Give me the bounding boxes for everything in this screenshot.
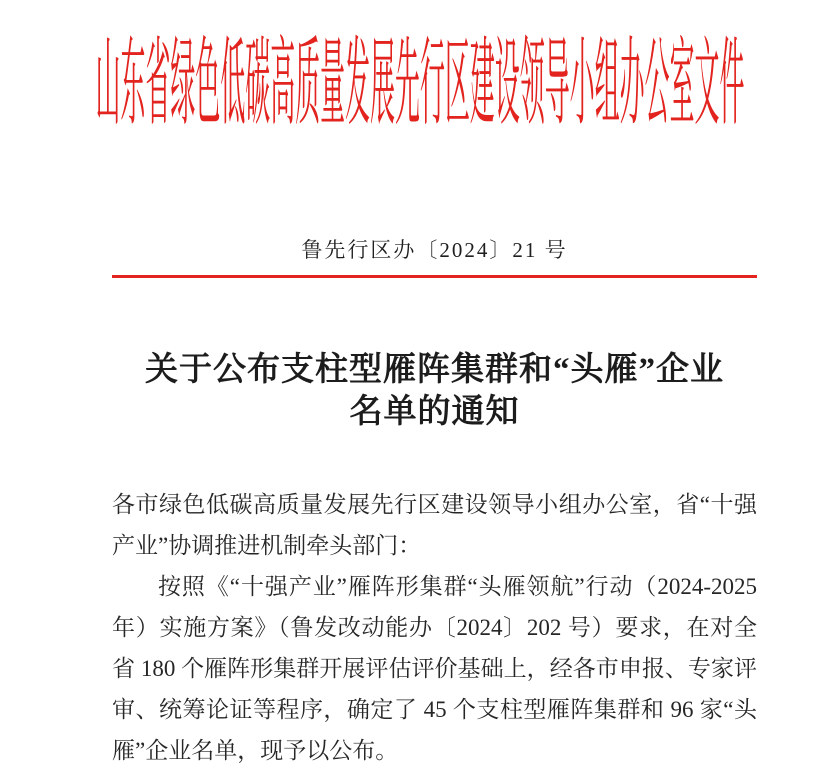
notice-title-line2: 名单的通知 bbox=[349, 394, 520, 430]
document-body bbox=[112, 484, 757, 771]
body-line-6: 审、统筹论证等程序，确定了 45 个支柱型雁阵集群和 96 家“头 bbox=[112, 697, 757, 722]
letterhead-title: 山东省绿色低碳高质量发展先行区建设领导小组办公室文件 bbox=[95, 30, 744, 137]
document-number: 鲁先行区办〔2024〕21 号 bbox=[301, 238, 568, 262]
red-divider-line bbox=[112, 275, 757, 278]
body-line-1: 各市绿色低碳高质量发展先行区建设领导小组办公室，省“十强 bbox=[112, 492, 757, 517]
body-line-4: 年）实施方案》（鲁发改动能办〔2024〕202 号）要求，在对全 bbox=[112, 615, 757, 640]
body-line-5: 省 180 个雁阵形集群开展评估评价基础上，经各市申报、专家评 bbox=[112, 656, 757, 681]
body-line-7: 雁”企业名单，现予以公布。 bbox=[112, 738, 399, 763]
notice-title bbox=[112, 349, 757, 433]
body-line-2: 产业”协调推进机制牵头部门： bbox=[112, 533, 422, 558]
body-line-3: 按照《“十强产业”雁阵形集群“头雁领航”行动（2024-2025 bbox=[158, 574, 757, 599]
notice-title-line1: 关于公布支柱型雁阵集群和“头雁”企业 bbox=[145, 352, 724, 388]
